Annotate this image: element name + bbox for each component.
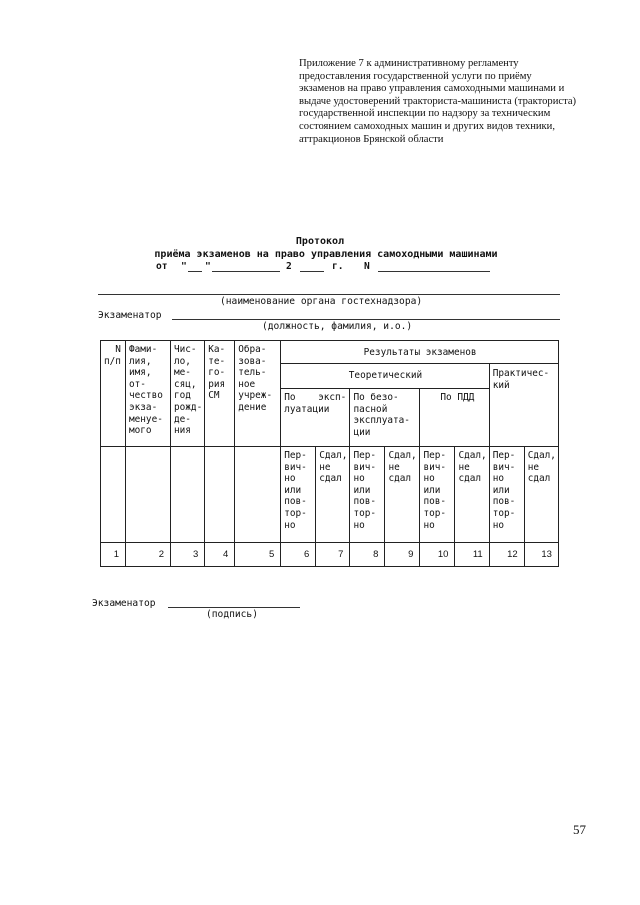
appendix-line: предоставления государственной услуги по приёму — [299, 70, 532, 82]
number-sign: N — [364, 261, 370, 272]
empty-cell — [101, 447, 126, 543]
examiner-label: Экзаменатор — [98, 310, 162, 321]
column-number: 13 — [524, 543, 558, 567]
column-number: 2 — [126, 543, 171, 567]
quote-close: " — [205, 261, 211, 272]
organization-field[interactable] — [98, 294, 560, 295]
footer-examiner-label: Экзаменатор — [92, 598, 156, 609]
passed-header: Сдал, не сдал — [385, 447, 420, 543]
column-number: 6 — [281, 543, 316, 567]
column-number: 7 — [316, 543, 350, 567]
theory-sub-safety: По безо- пасной эксплуата- ции — [350, 389, 420, 447]
quote-open: " — [181, 261, 187, 272]
date-from-label: от — [156, 261, 168, 272]
appendix-line: выдаче удостоверений тракториста-машиниста (тракториста) — [299, 95, 577, 107]
appendix-line: экзаменов на право управления самоходными машинами и — [299, 83, 565, 95]
appendix-line: Приложение 7 к административному регламенту — [299, 58, 519, 69]
empty-cell — [171, 447, 205, 543]
first-attempt-header: Пер- вич- но или пов- тор- но — [420, 447, 455, 543]
first-attempt-header: Пер- вич- но или пов- тор- но — [489, 447, 524, 543]
protocol-title: Протокол — [295, 236, 345, 247]
col-header-category: Ка- те- го- рия СМ — [205, 341, 235, 447]
signature-caption: (подпись) — [206, 609, 258, 620]
day-field[interactable] — [188, 271, 202, 272]
organization-caption: (наименование органа гостехнадзора) — [220, 296, 423, 307]
column-number: 9 — [385, 543, 420, 567]
exam-results-table — [100, 340, 559, 567]
theory-header: Теоретический — [281, 364, 489, 389]
month-field[interactable] — [212, 271, 280, 272]
year-suffix: г. — [332, 261, 344, 272]
column-number: 8 — [350, 543, 385, 567]
header-row — [101, 341, 559, 364]
theory-sub-traffic-rules: По ПДД — [420, 389, 489, 447]
column-number-row — [101, 543, 559, 567]
protocol-number-field[interactable] — [378, 271, 490, 272]
theory-sub-operation: По эксп- луатации — [281, 389, 350, 447]
position-caption: (должность, фамилия, и.о.) — [262, 321, 413, 332]
column-number: 1 — [101, 543, 126, 567]
column-number: 4 — [205, 543, 235, 567]
year-prefix: 2 — [286, 261, 292, 272]
signature-field[interactable] — [168, 607, 300, 608]
passed-header: Сдал, не сдал — [524, 447, 558, 543]
passed-header: Сдал, не сдал — [316, 447, 350, 543]
column-number: 3 — [171, 543, 205, 567]
appendix-line: государственной инспекции по надзору за техническим — [299, 108, 551, 120]
col-header-institution: Обра- зова- тель- ное учреж- дение — [235, 341, 281, 447]
empty-cell — [126, 447, 171, 543]
empty-cell — [235, 447, 281, 543]
detail-header-row — [101, 447, 559, 543]
passed-header: Сдал, не сдал — [455, 447, 489, 543]
first-attempt-header: Пер- вич- но или пов- тор- но — [281, 447, 316, 543]
column-number: 11 — [455, 543, 489, 567]
empty-cell — [205, 447, 235, 543]
col-header-name: Фами- лия, имя, от- чество экза- менуе- мого — [126, 341, 171, 447]
results-header: Результаты экзаменов — [281, 341, 559, 364]
year-field[interactable] — [300, 271, 324, 272]
examiner-field[interactable] — [172, 319, 560, 320]
practice-header: Практичес- кий — [489, 364, 558, 447]
appendix-line: аттракционов Брянской области — [299, 133, 444, 145]
column-number: 5 — [235, 543, 281, 567]
column-number: 10 — [420, 543, 455, 567]
column-number: 12 — [489, 543, 524, 567]
protocol-subtitle: приёма экзаменов на право управления самоходными машинами — [154, 249, 498, 260]
col-header-birthdate: Чис- ло, ме- сяц, год рожд- де- ния — [171, 341, 205, 447]
page-number: 57 — [573, 822, 586, 837]
appendix-line: состоянием самоходных машин и других видов техники, — [299, 120, 555, 132]
appendix-note — [299, 58, 599, 146]
col-header-number: N п/п — [101, 341, 126, 447]
first-attempt-header: Пер- вич- но или пов- тор- но — [350, 447, 385, 543]
